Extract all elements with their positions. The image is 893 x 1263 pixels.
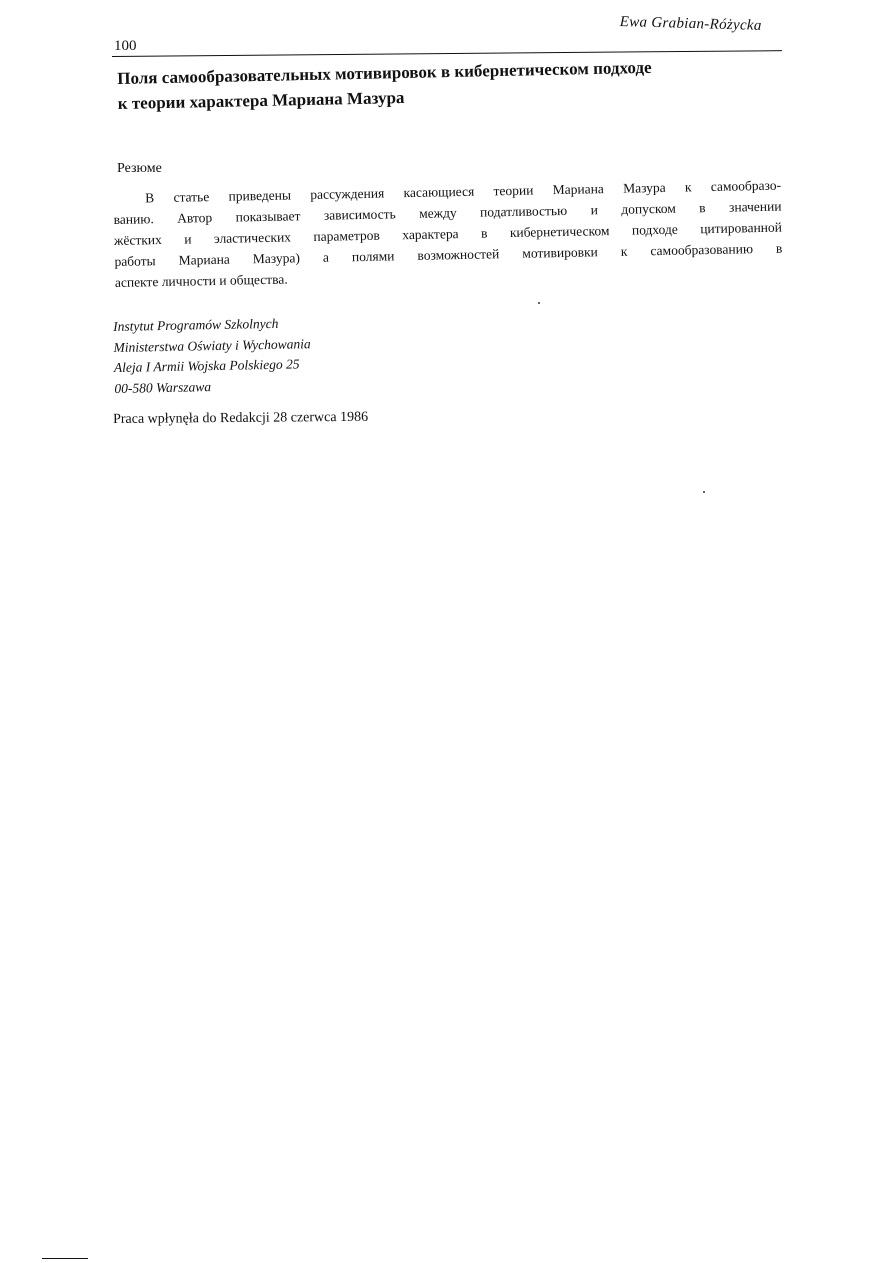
abstract-line: аспекте личности и общества. [114, 271, 288, 290]
resume-heading: Резюме [117, 161, 162, 176]
bottom-rule [42, 1258, 88, 1259]
affiliation-line: Aleja I Armii Wojska Polskiego 25 [113, 356, 300, 375]
affiliation-line: Ministerstwa Oświaty i Wychowania [113, 335, 311, 355]
affiliation-line: 00-580 Warszawa [114, 378, 212, 396]
article-title [117, 52, 778, 116]
page-number: 100 [114, 38, 137, 54]
abstract-paragraph [113, 175, 783, 293]
abstract-line: ванию. Автор показывает зависимость между податливостью и допуском в значении [113, 198, 782, 227]
article-title-line: Поля самообразовательных мотивировок в кибернетическом подходе [117, 57, 652, 88]
scan-speck [703, 491, 705, 493]
affiliation-line: Instytut Programów Szkolnych [113, 315, 279, 334]
scan-speck [538, 302, 540, 304]
received-note: Praca wpłynęła do Redakcji 28 czerwca 1986 [113, 409, 369, 427]
abstract-line: В статье приведены рассуждения касающиеся теории Мариана Мазура к самообразо- [145, 177, 782, 206]
running-header-author: Ewa Grabian-Różycka [619, 14, 762, 34]
abstract-line: жёстких и эластических параметров характера в кибернетическом подходе цитированной [113, 219, 783, 248]
author-affiliation [113, 313, 312, 399]
article-title-line: к теории характера Мариана Мазура [117, 87, 405, 113]
abstract-line: работы Мариана Мазура) а полями возможностей мотивировки к самообразованию в [114, 240, 783, 269]
